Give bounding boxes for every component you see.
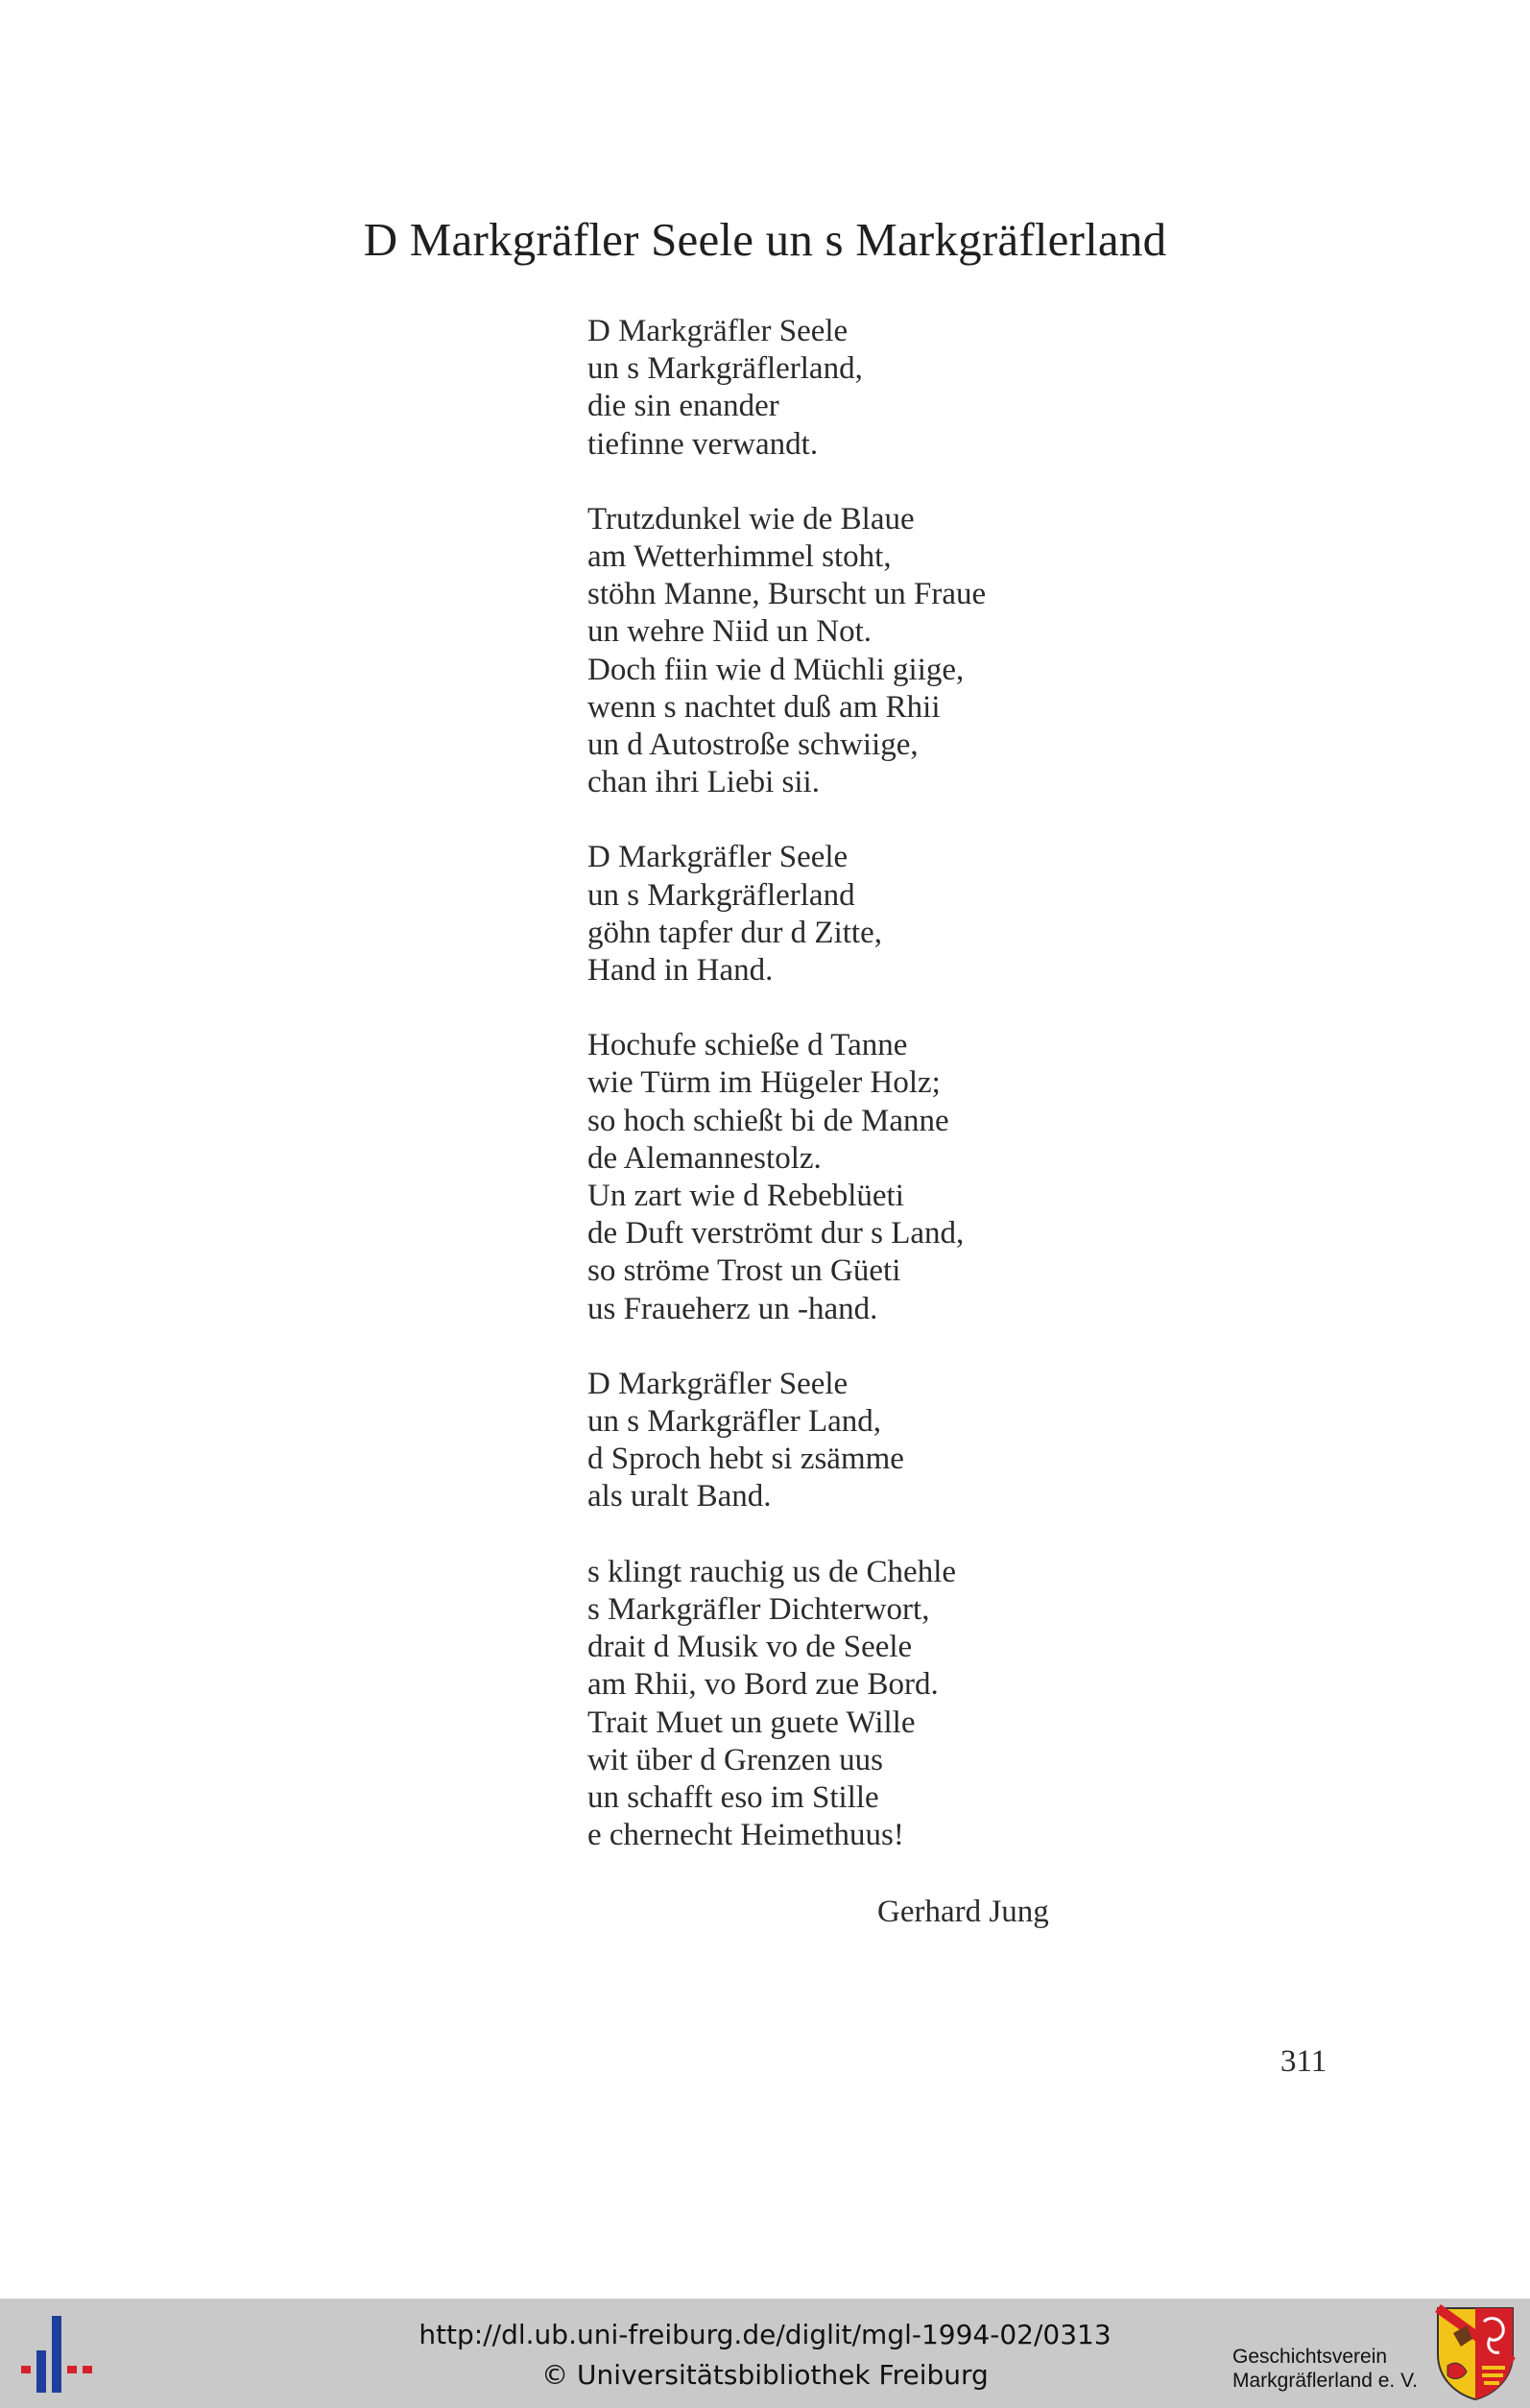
poem-line: wie Türm im Hügeler Holz; (587, 1065, 941, 1101)
poem-line: D Markgräfler Seele (587, 840, 849, 875)
poem-line: so hoch schießt bi de Manne (587, 1103, 949, 1138)
poem-line: göhn tapfer dur d Zitte, (587, 915, 882, 950)
poem-line: us Fraueherz un -hand. (587, 1291, 878, 1326)
poem-line: wenn s nachtet duß am Rhii (587, 689, 941, 725)
poem-line: die sin enander (587, 389, 779, 424)
poem-author: Gerhard Jung (877, 1895, 1049, 1929)
poem-line: Trutzdunkel wie de Blaue (587, 501, 915, 536)
poem-line: s Markgräfler Dichterwort, (587, 1591, 930, 1627)
society-name-line1: Geschichtsverein (1232, 2346, 1388, 2368)
poem-line: s klingt rauchig us de Chehle (587, 1554, 957, 1589)
poem-line: e chernecht Heimethuus! (587, 1818, 904, 1853)
poem-line: un schafft eso im Stille (587, 1779, 879, 1815)
poem-line: Hand in Hand. (587, 953, 774, 989)
poem-stanza (587, 313, 1279, 464)
poem-stanza (587, 1366, 1279, 1516)
poem-line: de Alemannestolz. (587, 1140, 822, 1176)
poem-line: so ströme Trost un Güeti (587, 1253, 901, 1289)
poem-line: D Markgräfler Seele (587, 1366, 849, 1401)
poem-line: Un zart wie d Rebeblüeti (587, 1179, 904, 1214)
page-number: 311 (1280, 2044, 1327, 2079)
poem-stanza (587, 1027, 1279, 1328)
poem-line: wit über d Grenzen uus (587, 1742, 883, 1777)
poem-line: un wehre Niid un Not. (587, 614, 873, 650)
poem-line: stöhn Manne, Burscht un Fraue (587, 577, 987, 612)
poem-line: un s Markgräflerland (587, 877, 855, 913)
poem-line: am Rhii, vo Bord zue Bord. (587, 1667, 939, 1703)
poem-line: drait d Musik vo de Seele (587, 1630, 913, 1665)
society-name (1232, 2345, 1418, 2393)
poem-title: D Markgräfler Seele un s Markgräflerland (363, 213, 1167, 266)
society-name-line2: Markgräflerland e. V. (1232, 2370, 1418, 2392)
poem-line: d Sproch hebt si zsämme (587, 1442, 904, 1477)
footer-url-link[interactable]: http://dl.ub.uni-freiburg.de/diglit/mgl-1994-02/0313 (418, 2319, 1112, 2350)
poem-line: am Wetterhimmel stoht, (587, 539, 892, 575)
footer-copyright: © Universitätsbibliothek Freiburg (541, 2359, 989, 2391)
poem-line: als uralt Band. (587, 1479, 772, 1514)
footer-bar (0, 2299, 1530, 2408)
poem-stanza (587, 1554, 1279, 1855)
poem-line: D Markgräfler Seele (587, 314, 849, 348)
poem-line: un s Markgräfler Land, (587, 1404, 882, 1440)
poem-line: Trait Muet un guete Wille (587, 1705, 916, 1740)
poem-line: de Duft verströmt dur s Land, (587, 1216, 965, 1252)
poem-line: tiefinne verwandt. (587, 426, 819, 462)
coat-of-arms-icon (1434, 2304, 1517, 2402)
poem-line: un s Markgräflerland, (587, 351, 863, 387)
poem-line: Hochufe schieße d Tanne (587, 1028, 908, 1063)
poem-line: Doch fiin wie d Müchli giige, (587, 652, 965, 687)
poem-stanza (587, 501, 1279, 802)
poem-stanza (587, 839, 1279, 989)
poem-line: un d Autostroße schwiige, (587, 727, 919, 763)
poem-line: chan ihri Liebi sii. (587, 765, 820, 800)
poem-body (587, 313, 1279, 1892)
